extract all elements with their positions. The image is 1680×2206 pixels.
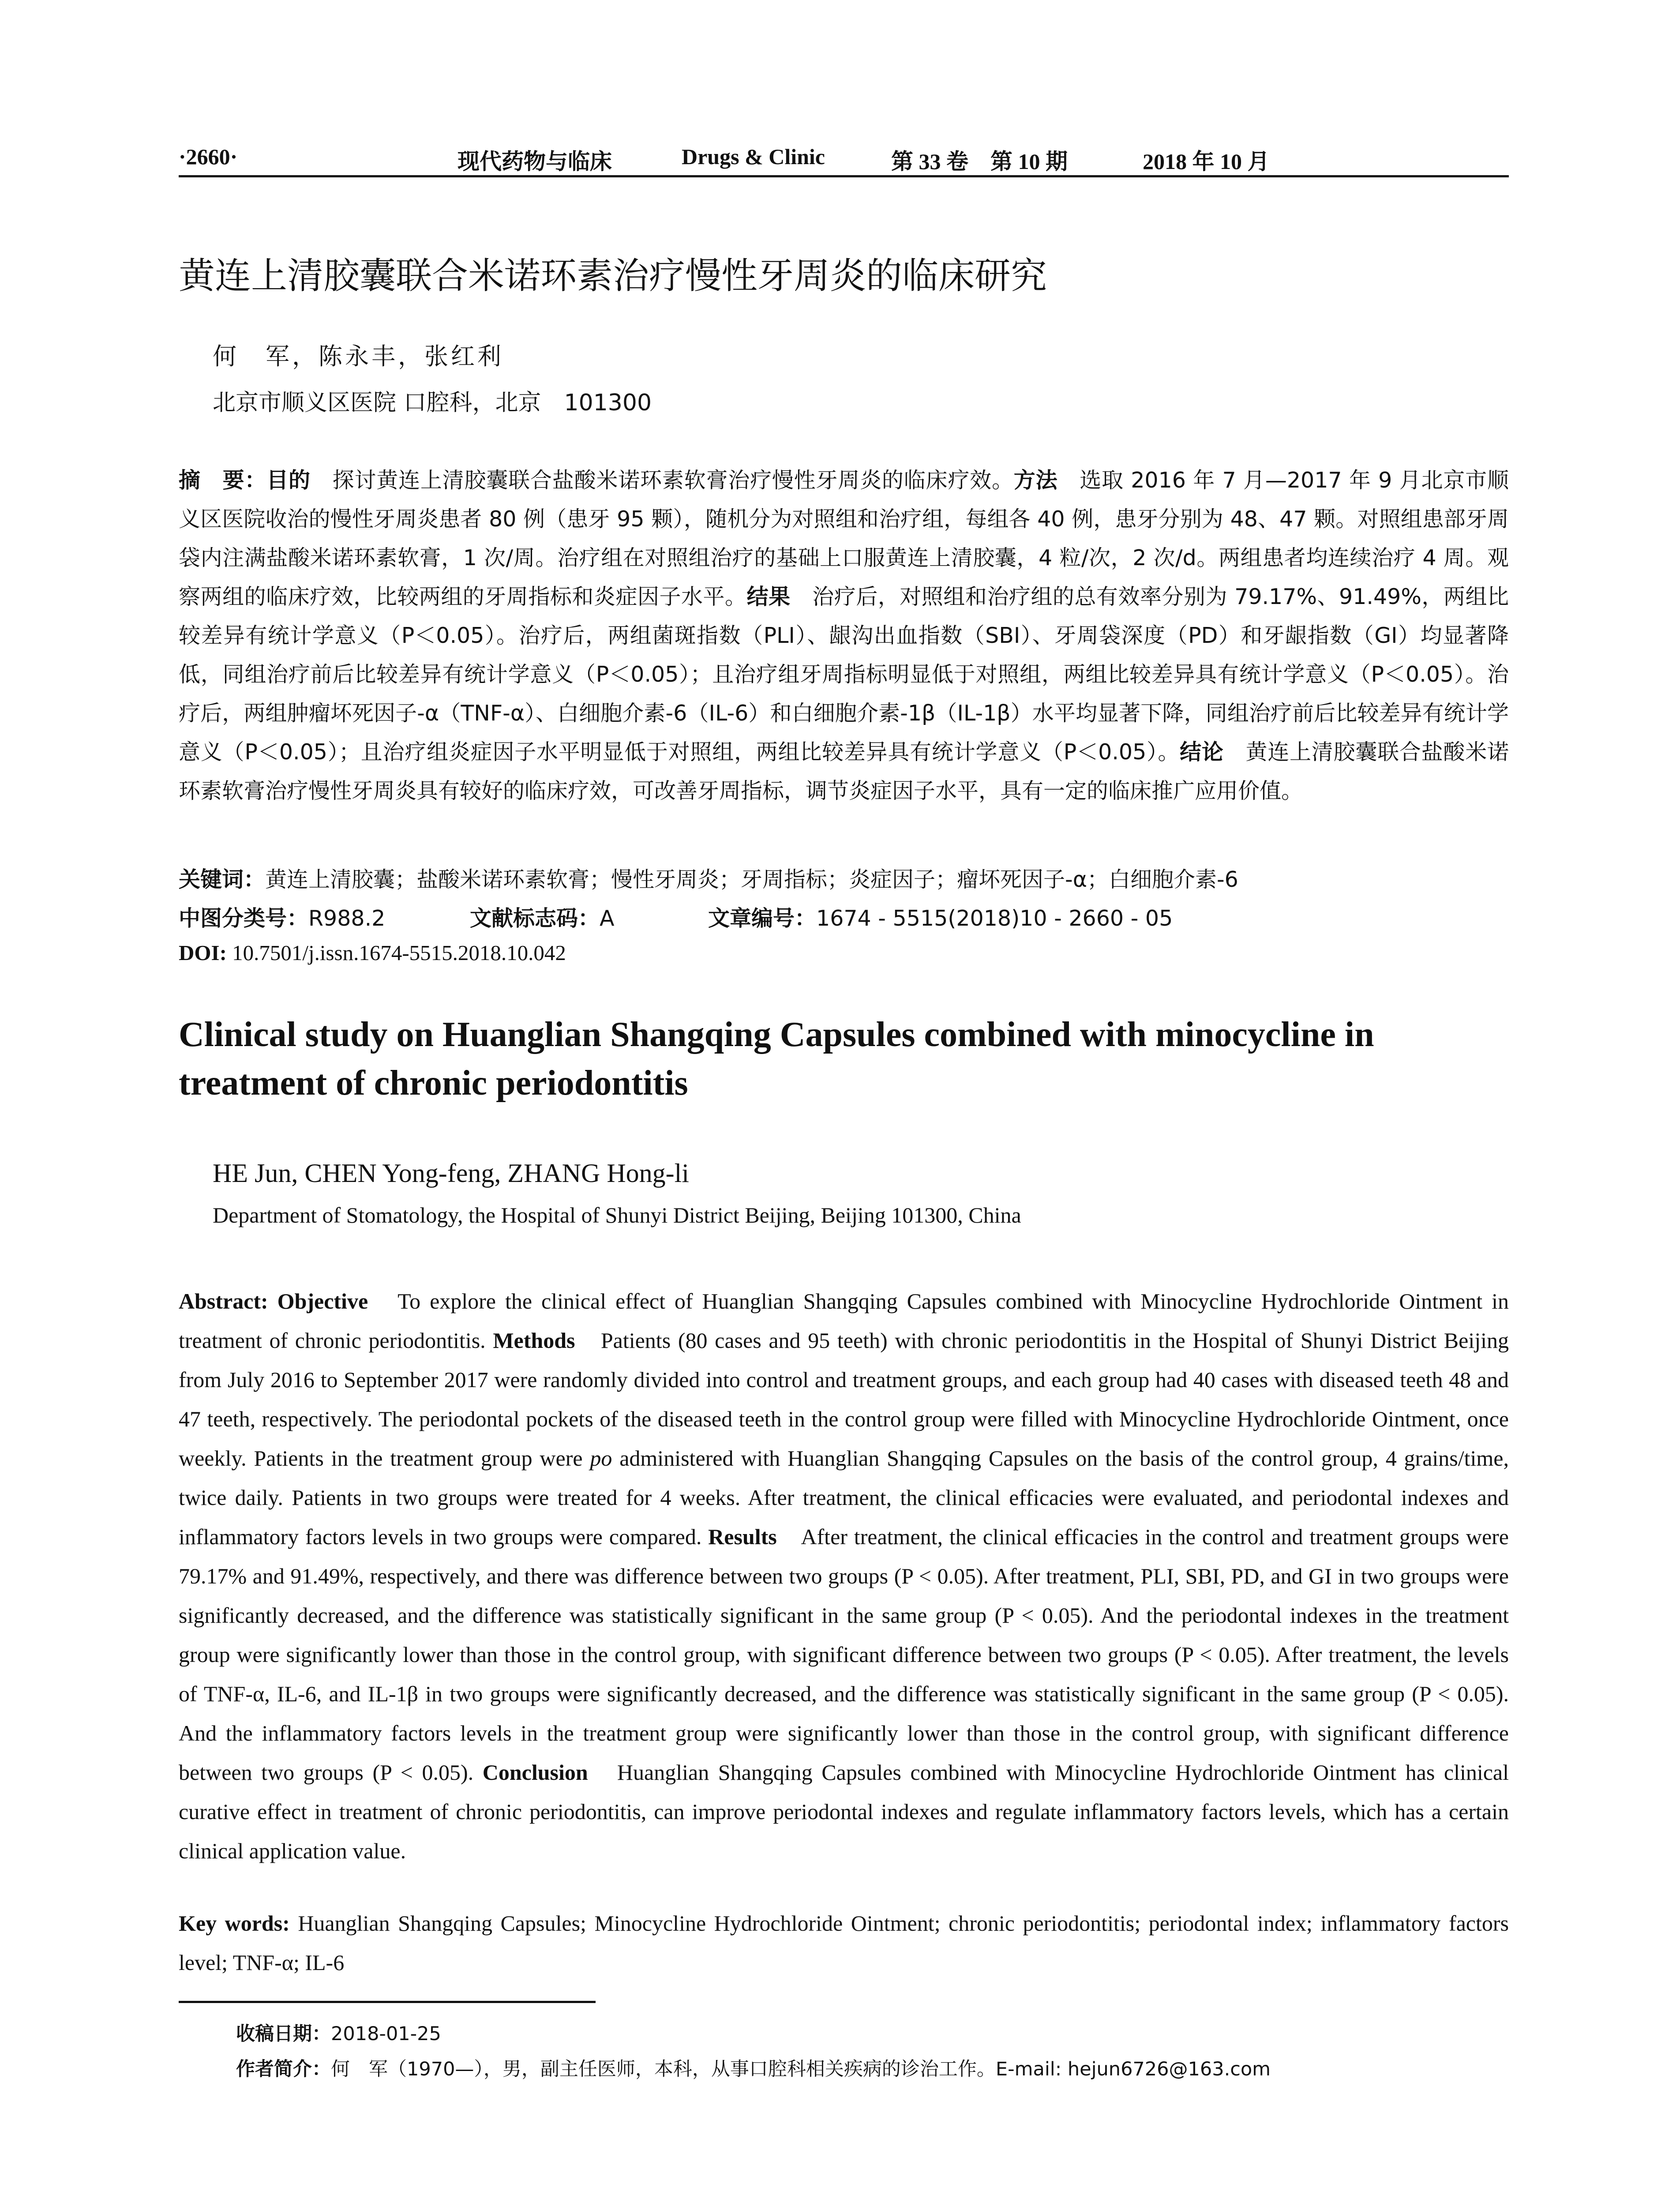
affiliation-en: Department of Stomatology, the Hospital of Shunyi District Beijing, Beijing 101300, China [213, 1203, 1021, 1227]
objective-cn: 探讨黄连上清胶囊联合盐酸米诺环素软膏治疗慢性牙周炎的临床疗效。 [310, 468, 1014, 493]
keywords-cn-text: 黄连上清胶囊；盐酸米诺环素软膏；慢性牙周炎；牙周指标；炎症因子；瘤坏死因子-α；白细胞介素-6 [265, 867, 1238, 892]
doi-line [179, 940, 1238, 979]
footnotes [236, 2016, 1271, 2087]
doc-code-label: 文献标志码： [470, 906, 600, 931]
results-label-cn: 结果 [746, 584, 791, 609]
clc-label: 中图分类号： [179, 906, 309, 931]
methods-label-en: Methods [485, 1328, 575, 1353]
header-rule [179, 175, 1509, 177]
keywords-cn [179, 863, 1238, 901]
received-date [236, 2016, 1271, 2052]
keywords-cn-label: 关键词： [179, 867, 266, 892]
author-bio-text: 何 军（1970—），男，副主任医师，本科，从事口腔科相关疾病的诊治工作。E-mail: hejun6726@163.com [331, 2058, 1271, 2080]
methods-en-part2: administered with Huanglian Shangqing Capsules on the basis of the control group, 4 grains/time, twice daily. Patients in two groups were treated for 4 weeks. After treatment, the clinical efficacies were evaluated, and periodontal indexes and inflammatory factors levels in two groups were compared. [179, 1446, 1509, 1549]
authors-en: HE Jun, CHEN Yong-feng, ZHANG Hong-li [213, 1159, 689, 1188]
authors-cn: 何 军，陈永丰，张红利 [213, 342, 504, 370]
results-en: After treatment, the clinical efficacies in the control and treatment groups were 79.17% and 91.49%, respectively, and there was difference between two groups (P < 0.05). After treatment, PLI, SBI, PD, and GI in two groups were significantly decreased, and the difference was statistically significant in the same group (P < 0.05). And the periodontal indexes in the treatment group were significantly lower than those in the control group, with significant difference between two groups (P < 0.05). After treatment, the levels of TNF-α, IL-6, and IL-1β in two groups were significantly decreased, and the difference was statistically significant in the same group (P < 0.05). And the inflammatory factors levels in the treatment group were significantly lower than those in the control group, with significant difference between two groups (P < 0.05). [179, 1524, 1509, 1785]
author-bio-label: 作者简介： [236, 2058, 331, 2080]
running-header [179, 140, 1509, 173]
objective-label-cn: 目的 [266, 468, 311, 493]
abstract-en [179, 1282, 1509, 1871]
keywords-en-label: Key words: [179, 1911, 290, 1936]
keywords-en-text: Huanglian Shangqing Capsules; Minocycline Hydrochloride Ointment; chronic periodontitis; periodontal index; inflammatory factors level; TNF-α; IL-6 [179, 1911, 1509, 1975]
journal-name-cn: 现代药物与临床 [458, 149, 612, 174]
conclusion-label-cn: 结论 [1180, 739, 1224, 765]
conclusion-cn: 黄连上清胶囊联合盐酸米诺环素软膏治疗慢性牙周炎具有较好的临床疗效，可改善牙周指标，调节炎症因子水平，具有一定的临床推广应用价值。 [179, 739, 1509, 803]
affiliation-cn: 北京市顺义区医院 口腔科，北京 101300 [213, 390, 652, 416]
title-en: Clinical study on Huanglian Shangqing Capsules combined with minocycline in treatment of chronic periodontitis [179, 1015, 1374, 1103]
volume-issue: 第 33 卷 第 10 期 [891, 149, 1068, 174]
methods-en-italic: po [590, 1446, 612, 1471]
footnote-rule [179, 2001, 596, 2003]
methods-cn: 选取 2016 年 7 月—2017 年 9 月北京市顺义区医院收治的慢性牙周炎患者 80 例（患牙 95 颗），随机分为对照组和治疗组，每组各 40 例，患牙分别为 48、47 颗。对照组患部牙周袋内注满盐酸米诺环素软膏，1 次/周。治疗组在对照组治疗的基础上口服黄连上清胶囊，4 粒/次，2 次/d。两组患者均连续治疗 4 周。观察两组的临床疗效，比较两组的牙周指标和炎症因子水平。 [179, 468, 1509, 609]
abstract-cn [179, 461, 1509, 810]
results-cn: 治疗后，对照组和治疗组的总有效率分别为 79.17%、91.49%，两组比较差异有统计学意义（P＜0.05）。治疗后，两组菌斑指数（PLI）、龈沟出血指数（SBI）、牙周袋深度（PD）和牙龈指数（GI）均显著降低，同组治疗前后比较差异有统计学意义（P＜0.05）；且治疗组牙周指标明显低于对照组，两组比较差异具有统计学意义（P＜0.05）。治疗后，两组肿瘤坏死因子-α（TNF-α）、白细胞介素-6（IL-6）和白细胞介素-1β（IL-1β）水平均显著下降，同组治疗前后比较差异有统计学意义（P＜0.05）；且治疗组炎症因子水平明显低于对照组，两组比较差异具有统计学意义（P＜0.05）。 [179, 584, 1509, 765]
metadata-cn [179, 863, 1238, 979]
methods-label-cn: 方法 [1013, 468, 1058, 493]
doi-label: DOI: [179, 941, 227, 965]
abstract-cn-label: 摘 要： [179, 468, 267, 493]
article-no-label: 文章编号： [708, 906, 817, 931]
received-label: 收稿日期： [236, 2023, 331, 2045]
conclusion-en: Huanglian Shangqing Capsules combined with Minocycline Hydrochloride Ointment has clinical curative effect in treatment of chronic periodontitis, can improve periodontal indexes and regulate inflammatory factors levels, which has a certain clinical application value. [179, 1760, 1509, 1863]
abstract-en-label: Abstract: [179, 1289, 268, 1313]
objective-label-en: Objective [268, 1289, 368, 1313]
keywords-en [179, 1904, 1509, 1982]
article-no-value: 1674 - 5515(2018)10 - 2660 - 05 [816, 906, 1173, 931]
doc-code-value: A [600, 906, 615, 931]
classification-line [179, 901, 1238, 940]
doi-value[interactable]: 10.7501/j.issn.1674-5515.2018.10.042 [226, 941, 566, 965]
conclusion-label-en: Conclusion [473, 1760, 588, 1785]
page-number: ·2660· [179, 144, 238, 169]
received-value: 2018-01-25 [331, 2023, 441, 2045]
issue-date: 2018 年 10 月 [1143, 149, 1270, 174]
objective-en: To explore the clinical effect of Huanglian Shangqing Capsules combined with Minocycline Hydrochloride Ointment in treatment of chronic periodontitis. [179, 1289, 1509, 1353]
title-cn: 黄连上清胶囊联合米诺环素治疗慢性牙周炎的临床研究 [179, 255, 1047, 297]
methods-en-part1: Patients (80 cases and 95 teeth) with chronic periodontitis in the Hospital of Shunyi District Beijing from July 2016 to September 2017 were randomly divided into control and treatment groups, and each group had 40 cases with diseased teeth 48 and 47 teeth, respectively. The periodontal pockets of the diseased teeth in the control group were filled with Minocycline Hydrochloride Ointment, once weekly. Patients in the treatment group were [179, 1328, 1509, 1471]
author-bio [236, 2052, 1271, 2087]
results-label-en: Results [701, 1524, 777, 1549]
clc-value: R988.2 [308, 906, 386, 931]
journal-name-en: Drugs & Clinic [682, 144, 825, 169]
